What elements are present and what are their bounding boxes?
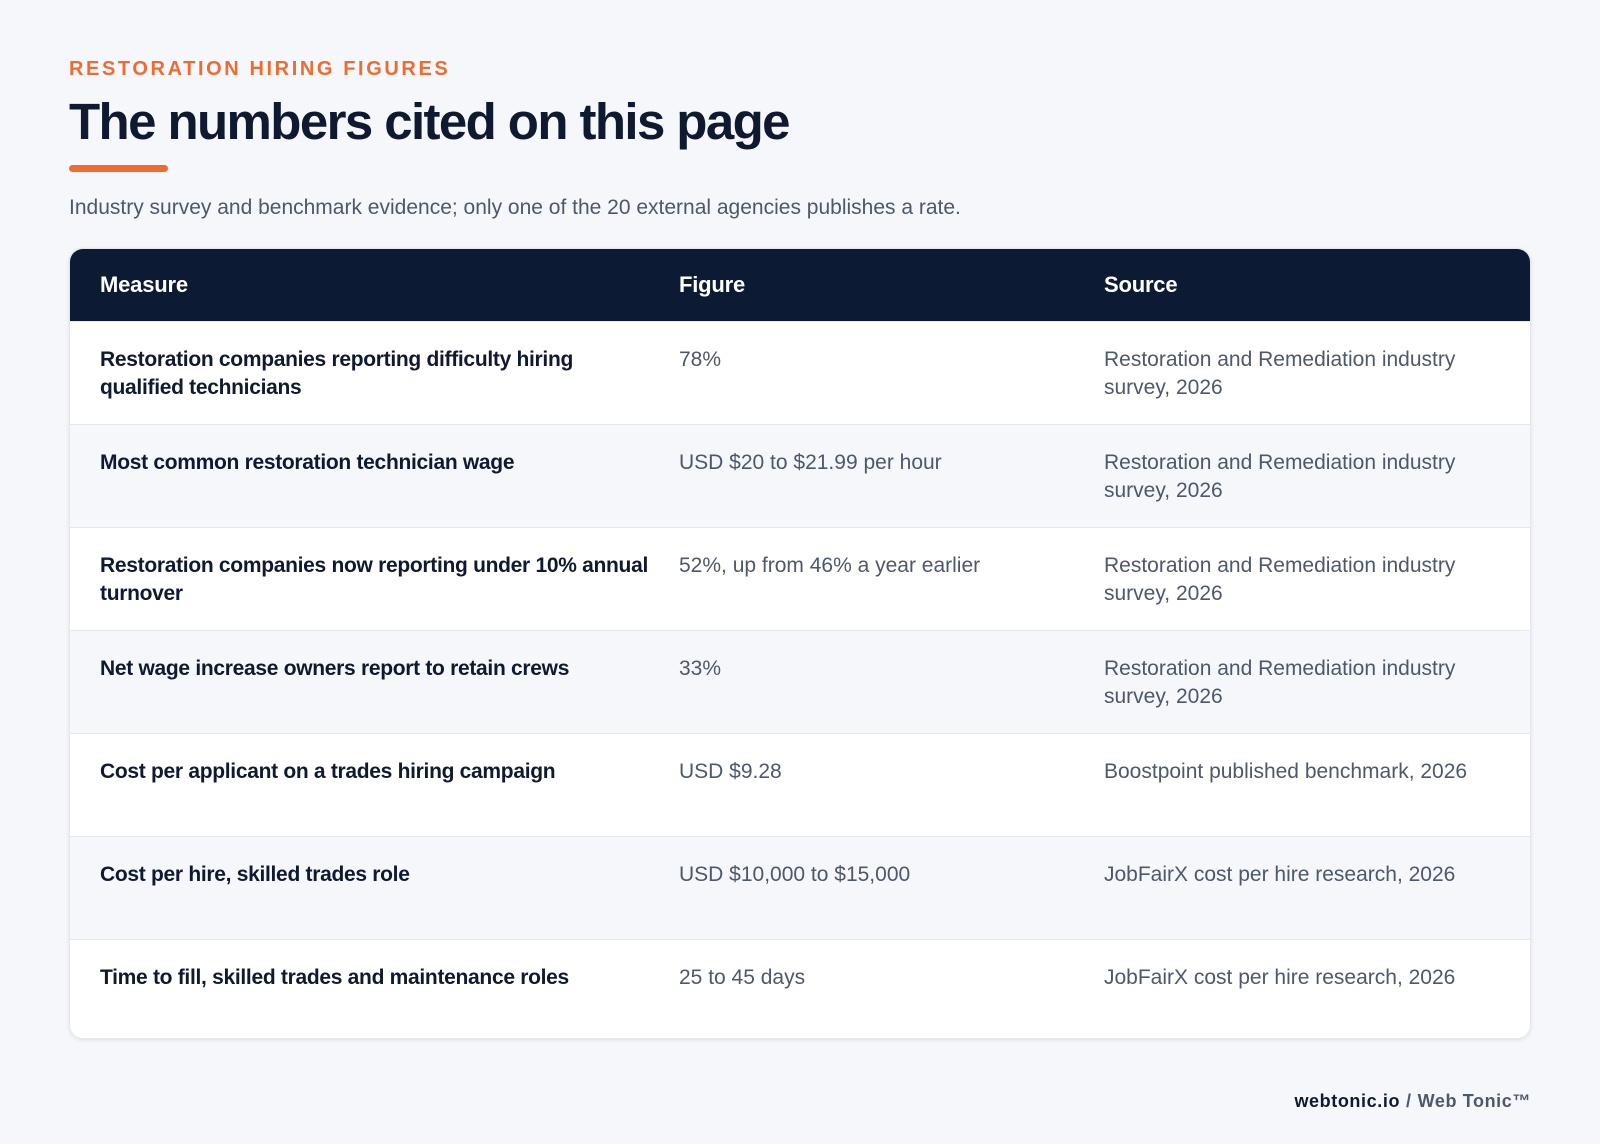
cell-measure: Most common restoration technician wage (100, 451, 515, 474)
table-row (70, 321, 1530, 424)
cell-measure: Restoration companies now reporting under 10% annual turnover (100, 554, 648, 605)
cell-figure: USD $10,000 to $15,000 (679, 863, 911, 886)
table-row (70, 939, 1530, 1039)
cell-figure: 25 to 45 days (679, 966, 806, 989)
cell-measure: Time to fill, skilled trades and maintenance roles (100, 966, 569, 989)
cell-source: JobFairX cost per hire research, 2026 (1104, 863, 1456, 886)
cell-figure: 78% (679, 348, 722, 371)
table-header-row (70, 249, 1530, 321)
page-subtitle: Industry survey and benchmark evidence; only one of the 20 external agencies publishes a rate. (69, 196, 961, 219)
title-accent-bar (69, 165, 168, 172)
figures-table (69, 248, 1531, 1039)
column-header-measure: Measure (100, 272, 188, 297)
cell-figure: USD $20 to $21.99 per hour (679, 451, 942, 474)
footer-domain: webtonic.io (1294, 1091, 1401, 1111)
cell-source: Restoration and Remediation industry survey, 2026 (1104, 348, 1456, 399)
table-row (70, 733, 1530, 836)
footer-brand: Web Tonic™ (1417, 1091, 1531, 1111)
cell-figure: USD $9.28 (679, 760, 782, 783)
cell-figure: 33% (679, 657, 722, 680)
table-row (70, 424, 1530, 527)
cell-measure: Net wage increase owners report to retain crews (100, 657, 570, 680)
column-header-figure: Figure (679, 272, 746, 297)
cell-measure: Cost per hire, skilled trades role (100, 863, 410, 886)
table-row (70, 630, 1530, 733)
cell-measure: Restoration companies reporting difficulty hiring qualified technicians (100, 348, 574, 399)
cell-measure: Cost per applicant on a trades hiring campaign (100, 760, 556, 783)
cell-source: JobFairX cost per hire research, 2026 (1104, 966, 1456, 989)
table-row (70, 527, 1530, 630)
footer-separator: / (1406, 1091, 1412, 1111)
cell-source: Boostpoint published benchmark, 2026 (1104, 760, 1468, 783)
eyebrow-label: RESTORATION HIRING FIGURES (69, 58, 451, 80)
cell-source: Restoration and Remediation industry survey, 2026 (1104, 451, 1456, 502)
cell-source: Restoration and Remediation industry survey, 2026 (1104, 554, 1456, 605)
footer-credit (1294, 1091, 1531, 1112)
cell-figure: 52%, up from 46% a year earlier (679, 554, 981, 577)
cell-source: Restoration and Remediation industry survey, 2026 (1104, 657, 1456, 708)
column-header-source: Source (1104, 272, 1178, 297)
table-row (70, 836, 1530, 939)
page-title: The numbers cited on this page (69, 93, 789, 150)
